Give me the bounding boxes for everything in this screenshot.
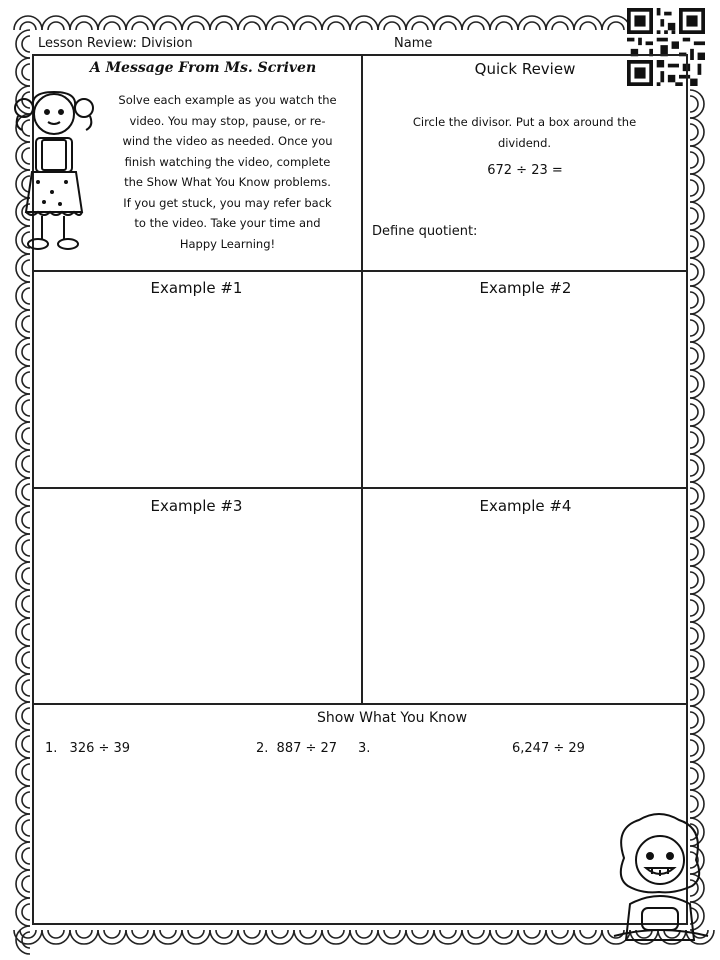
define-quotient-prompt: Define quotient:: [372, 224, 478, 239]
problem-1-number: 1.: [45, 741, 58, 756]
problem-3-number: 3.: [358, 741, 371, 756]
message-line: If you get stuck, you may refer back: [123, 195, 332, 210]
quick-review-instruction: [392, 112, 657, 154]
message-title: A Message From Ms. Scriven: [89, 60, 317, 76]
show-what-you-know-title: Show What You Know: [316, 710, 468, 726]
column-divider: [361, 54, 363, 704]
instruction-line: Circle the divisor. Put a box around the: [412, 115, 637, 129]
message-line: finish watching the video, complete: [124, 154, 331, 169]
message-line: video. You may stop, pause, or re-: [129, 113, 326, 128]
message-line: to the video. Take your time and: [134, 216, 321, 230]
problem-1: [45, 741, 130, 756]
girl-reading-clipart-icon: [8, 82, 100, 262]
problem-2: [256, 741, 337, 756]
name-label: Name: [394, 36, 433, 51]
quick-review-title: Quick Review: [474, 60, 576, 78]
lesson-title: Lesson Review: Division: [38, 36, 193, 51]
example-1-title: Example #1: [150, 279, 243, 297]
problem-1-expression: 326 ÷ 39: [69, 741, 131, 756]
quick-review-problem: 672 ÷ 23 =: [487, 163, 563, 178]
message-line: Solve each example as you watch the: [118, 93, 337, 107]
message-line: the Show What You Know problems.: [124, 175, 331, 189]
row-divider: [32, 703, 688, 705]
girl-with-tablet-clipart-icon: [604, 808, 714, 948]
row-divider: [32, 270, 688, 272]
problem-2-expression: 887 ÷ 27: [276, 741, 338, 756]
example-3-title: Example #3: [150, 497, 243, 515]
message-line: wind the video as needed. Once you: [122, 134, 333, 148]
example-4-title: Example #4: [479, 497, 572, 515]
problem-2-number: 2.: [256, 741, 269, 756]
instruction-line: dividend.: [497, 136, 552, 150]
message-body: [100, 90, 355, 254]
row-divider: [32, 487, 688, 489]
message-line: Happy Learning!: [179, 236, 276, 251]
example-2-title: Example #2: [479, 279, 572, 297]
worksheet-header: [32, 34, 617, 55]
problem-3-expression: 6,247 ÷ 29: [512, 741, 585, 756]
